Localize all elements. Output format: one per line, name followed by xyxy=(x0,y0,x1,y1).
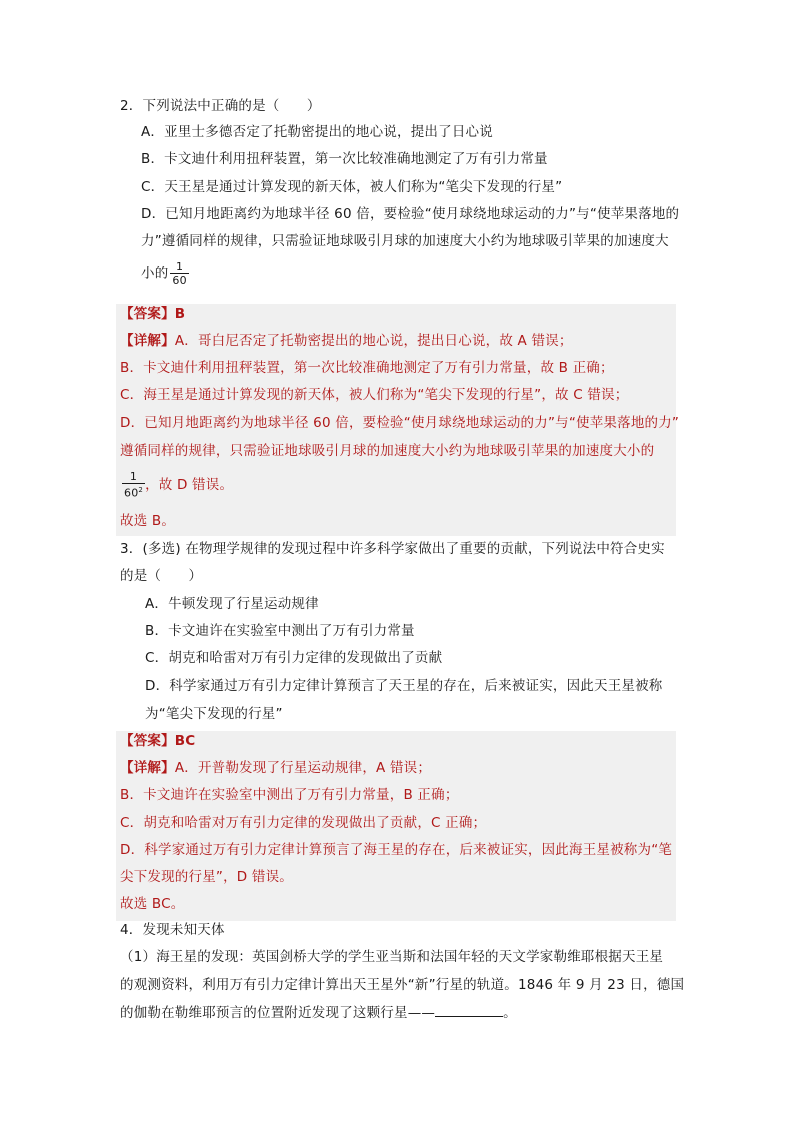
q3-stem-line2: 的是（ ） xyxy=(120,568,203,584)
q4-title: 4．发现未知天体 xyxy=(120,922,225,938)
q3-explain-d-line1: D．科学家通过万有引力定律计算预言了海王星的存在，后来被证实，因此海王星被称为“笔 xyxy=(120,842,673,858)
q3-option-d-line2: 为“笔尖下发现的行星” xyxy=(145,706,283,722)
explain-text: A．哥白尼否定了托勒密提出的地心说，提出日心说，故 A 错误； xyxy=(174,333,573,349)
q2-option-b: B．卡文迪什利用扭秤装置，第一次比较准确地测定了万有引力常量 xyxy=(141,151,548,167)
q2-option-d-line3 xyxy=(141,260,189,287)
denominator-exponent: 2 xyxy=(138,486,144,494)
q2-explain-a xyxy=(120,331,573,351)
q3-option-c: C．胡克和哈雷对万有引力定律的发现做出了贡献 xyxy=(145,650,443,666)
q4-paragraph-line2: 的观测资料，利用万有引力定律计算出天王星外“新”行星的轨道。1846 年 9 月 23 日，德国 xyxy=(120,977,685,993)
denominator-base: 60 xyxy=(124,486,139,500)
q2-explain-d-line3 xyxy=(120,470,233,500)
fraction-numerator: 1 xyxy=(176,260,184,273)
q3-explain-d-line2: 尖下发现的行星”，D 错误。 xyxy=(120,869,293,885)
q2-conclusion: 故选 B。 xyxy=(120,513,176,529)
q4-text-after-blank: 。 xyxy=(503,1005,517,1021)
q3-explain-b: B．卡文迪许在实验室中测出了万有引力常量，B 正确； xyxy=(120,787,459,803)
q3-option-d-line1: D．科学家通过万有引力定律计算预言了天王星的存在，后来被证实，因此天王星被称 xyxy=(145,678,663,694)
explain-label: 【详解】 xyxy=(120,760,175,776)
q2-explain-b: B．卡文迪什利用扭秤装置，第一次比较准确地测定了万有引力常量，故 B 正确； xyxy=(120,360,614,376)
q2-stem: 2．下列说法中正确的是（ ） xyxy=(120,98,321,114)
q2-answer: 【答案】B xyxy=(120,306,186,322)
q2-explain-c: C．海王星是通过计算发现的新天体，被人们称为“笔尖下发现的行星”，故 C 错误； xyxy=(120,387,629,403)
fraction-denominator: 60 xyxy=(172,274,187,287)
q2-explain-d-line1: D．已知月地距离约为地球半径 60 倍，要检验“使月球绕地球运动的力”与“使苹果落地的力” xyxy=(120,415,680,431)
q3-explain-c: C．胡克和哈雷对万有引力定律的发现做出了贡献，C 正确； xyxy=(120,815,487,831)
q2-option-d-text: 小的 xyxy=(141,265,169,282)
explain-label: 【详解】 xyxy=(120,333,175,349)
q3-option-b: B．卡文迪许在实验室中测出了万有引力常量 xyxy=(145,623,415,639)
q3-conclusion: 故选 BC。 xyxy=(120,896,185,912)
q3-option-a: A．牛顿发现了行星运动规律 xyxy=(145,596,319,612)
q2-option-d-line1: D．已知月地距离约为地球半径 60 倍，要检验“使月球绕地球运动的力”与“使苹果落地的 xyxy=(141,206,680,222)
q2-option-c: C．天王星是通过计算发现的新天体，被人们称为“笔尖下发现的行星” xyxy=(141,179,563,195)
q4-text-before-blank: 的伽勒在勒维耶预言的位置附近发现了这颗行星—— xyxy=(120,1005,436,1021)
explain-text: A．开普勒发现了行星运动规律，A 错误； xyxy=(174,760,432,776)
q2-explain-d-line2: 遵循同样的规律，只需验证地球吸引月球的加速度大小约为地球吸引苹果的加速度大小的 xyxy=(120,443,655,459)
q3-answer: 【答案】BC xyxy=(120,733,196,749)
explain-text: ，故 D 错误。 xyxy=(145,476,234,493)
q3-stem-line1: 3．(多选) 在物理学规律的发现过程中许多科学家做出了重要的贡献，下列说法中符合史实 xyxy=(120,541,665,557)
answer-blank[interactable] xyxy=(435,1002,503,1017)
q4-paragraph-line1: （1）海王星的发现：英国剑桥大学的学生亚当斯和法国年轻的天文学家勒维耶根据天王星 xyxy=(120,949,664,965)
q2-option-d-fraction xyxy=(170,260,188,287)
q3-explain-a xyxy=(120,758,431,778)
q2-option-a: A．亚里士多德否定了托勒密提出的地心说，提出了日心说 xyxy=(141,124,493,140)
fraction-numerator: 1 xyxy=(129,470,138,483)
q4-paragraph-line3 xyxy=(120,1002,517,1023)
q2-option-d-line2: 力”遵循同样的规律，只需验证地球吸引月球的加速度大小约为地球吸引苹果的加速度大 xyxy=(141,233,669,249)
q2-explain-fraction xyxy=(122,470,145,500)
fraction-denominator xyxy=(122,483,145,500)
